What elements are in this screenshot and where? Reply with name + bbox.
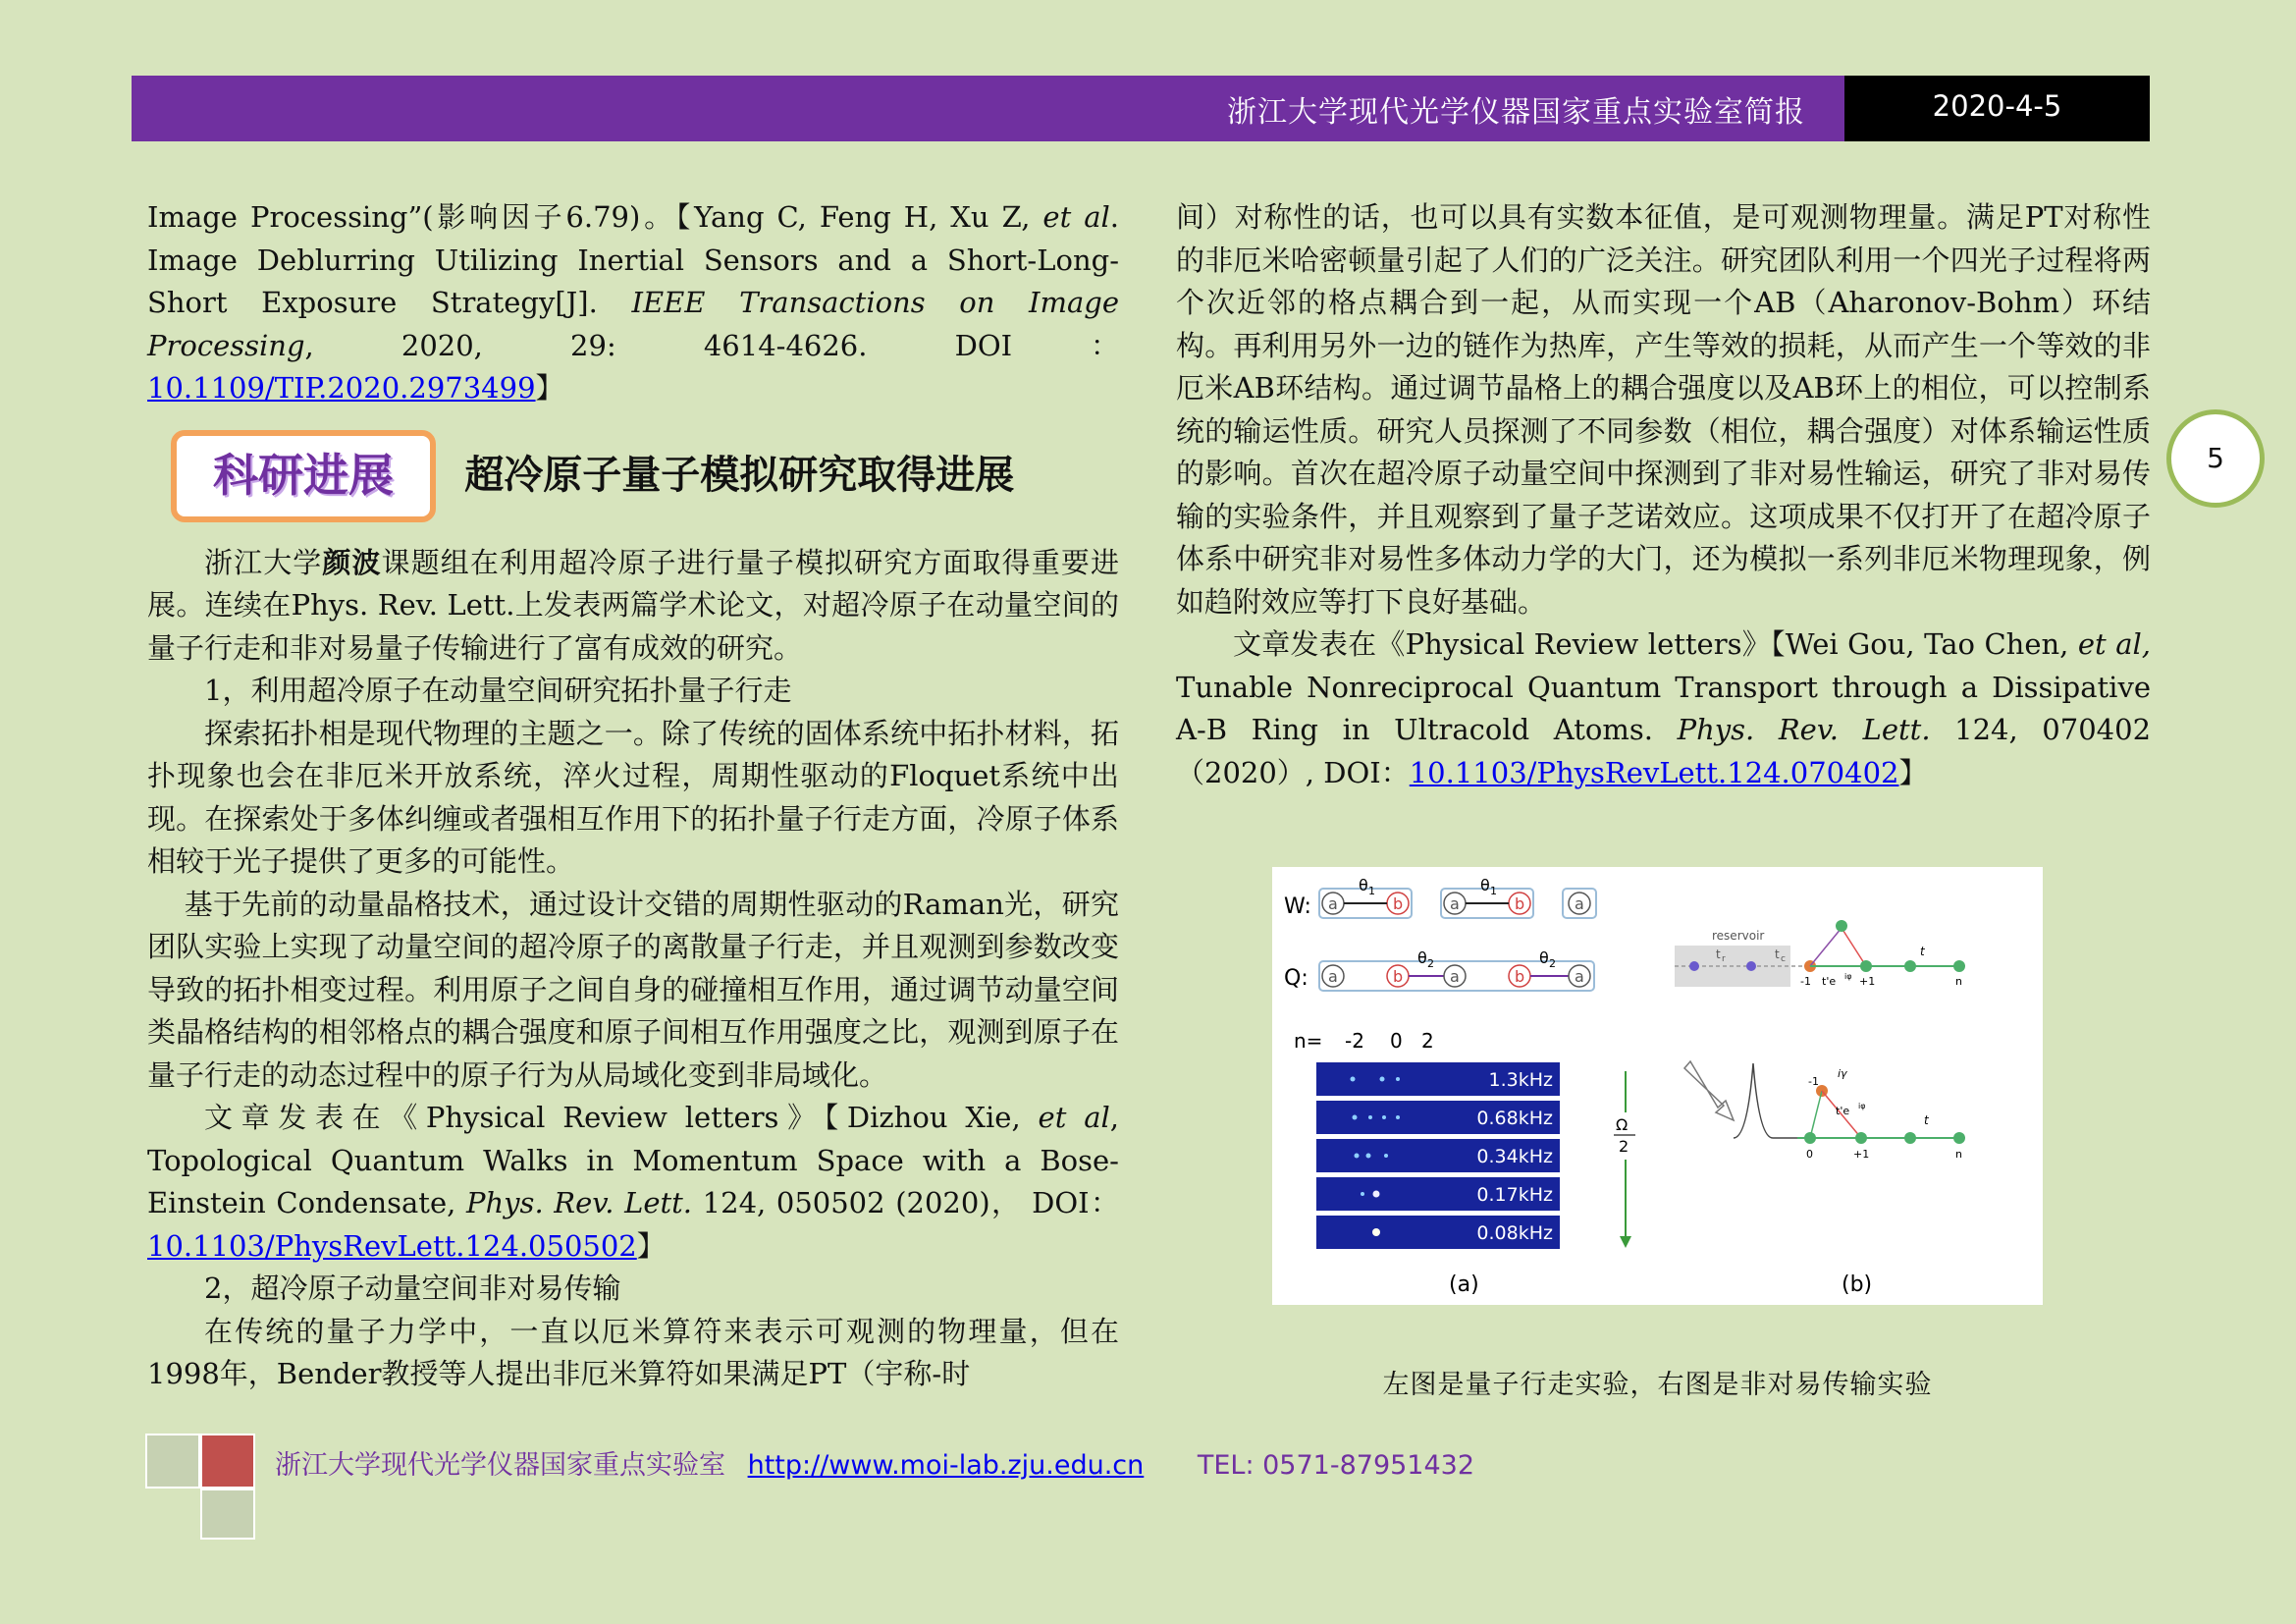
tr-sub: r xyxy=(1722,954,1726,964)
publication-text: 文章发表在《Physical Review letters》【Wei Gou, Tao Chen, xyxy=(1233,627,2078,661)
theta1-label: θ xyxy=(1480,876,1490,894)
tc-label: t xyxy=(1775,947,1780,961)
row-label-q: Q: xyxy=(1284,966,1308,991)
publication-paragraph-2 xyxy=(1176,623,2151,794)
citation-etal: et al xyxy=(1042,200,1110,234)
intro-text: 课题组在利用超冷原子进行量子模拟研究方面取得重要进展。连续在Phys. Rev. Lett.上发表两篇学术论文，对超冷原子在动量空间的量子行走和非对易量子传输进行了富有成效的研究。 xyxy=(147,545,1119,665)
site-b-label: b xyxy=(1515,894,1525,913)
publication-paragraph-1 xyxy=(147,1097,1119,1268)
issue-date: 2020-4-5 xyxy=(1932,89,2062,123)
theta2-sub: 2 xyxy=(1427,957,1434,970)
freq-label: 0.17kHz xyxy=(1476,1184,1553,1206)
paragraph-nonhermitian: 在传统的量子力学中，一直以厄米算符来表示可观测的物理量，但在1998年，Bender教授等人提出非厄米算符如果满足PT（宇称-时 xyxy=(147,1314,1119,1390)
site-label: -1 xyxy=(1800,975,1811,988)
freq-label: 0.68kHz xyxy=(1476,1108,1553,1129)
t-phase-label: t'e xyxy=(1836,1105,1850,1117)
freq-label: 1.3kHz xyxy=(1488,1069,1553,1091)
theta1-sub: 1 xyxy=(1368,885,1375,897)
header-bar xyxy=(132,76,1844,141)
logo-square xyxy=(200,1489,255,1540)
phase-exponent: iφ xyxy=(1858,1102,1866,1110)
logo-square xyxy=(145,1434,200,1489)
omega-denominator: 2 xyxy=(1619,1137,1629,1156)
header-date-box xyxy=(1844,76,2150,141)
publication-etal: et al xyxy=(1038,1101,1110,1134)
w-row xyxy=(1319,876,1596,918)
citation-bracket: 】 xyxy=(535,371,564,405)
n-tick: -2 xyxy=(1345,1029,1364,1053)
q-row xyxy=(1319,948,1594,991)
left-column xyxy=(147,196,1119,1396)
site-b-label: b xyxy=(1393,967,1404,986)
theta1-label: θ xyxy=(1359,876,1368,894)
citation-text: Image Processing”(影响因子6.79)。【Yang C, Feng H, Xu Z, xyxy=(147,200,1043,234)
freq-label: 0.08kHz xyxy=(1476,1222,1553,1244)
site-a-label: a xyxy=(1450,894,1460,913)
n-label: n= xyxy=(1294,1029,1323,1053)
site-a-label: a xyxy=(1328,894,1338,913)
site-a-label: a xyxy=(1575,967,1584,986)
theta2-label: θ xyxy=(1539,948,1549,967)
publication-etal: et al, xyxy=(2077,627,2151,661)
paragraph-experiment: 基于先前的动量晶格技术，通过设计交错的周期性驱动的Raman光，研究团队实验上实现了动量空间的超冷原子的离散量子行走，并且观测到参数改变导致的拓扑相变过程。利用原子之间自身的碰撞相互作用，通过调节动量空间类晶格结构的相邻格点的耦合强度和原子间相互作用强度之比，观测到原子在量子行走的动态过程中的原子行为从局域化变到非局域化。 xyxy=(147,887,1119,1092)
publication-text: , Topological Quantum Walks in Momentum Space with a Bose-Einstein Condensate, xyxy=(147,1101,1119,1219)
panel-a-label: (a) xyxy=(1449,1272,1479,1297)
citation-text: , 2020, 29: 4614-4626. DOI： xyxy=(304,328,1119,362)
section-badge: 科研进展 xyxy=(171,430,436,522)
doi-link[interactable]: 10.1109/TIP.2020.2973499 xyxy=(147,371,536,405)
n-tick: 0 xyxy=(1390,1029,1403,1053)
citation-journal: IEEE Transactions on Image Processing xyxy=(147,286,1120,362)
publication-journal: Phys. Rev. Lett. xyxy=(465,1186,693,1219)
footer-telephone: TEL: 0571-87951432 xyxy=(1197,1450,1475,1481)
ab-ring-top xyxy=(1675,920,1965,988)
publication-journal: Phys. Rev. Lett. xyxy=(1677,713,1931,746)
freq-label: 0.34kHz xyxy=(1476,1146,1553,1167)
site-label: -1 xyxy=(1808,1075,1819,1088)
footer-lab-name: 浙江大学现代光学仪器国家重点实验室 xyxy=(275,1450,725,1481)
doi-link[interactable]: 10.1103/PhysRevLett.124.050502 xyxy=(147,1228,637,1263)
row-label-w: W: xyxy=(1284,894,1311,919)
figure-svg xyxy=(1272,867,2043,1305)
publication-text: 124, 070402（2020）, DOI： xyxy=(1176,713,2152,789)
researcher-name: 颜波 xyxy=(322,545,382,579)
footer-website-link[interactable]: http://www.moi-lab.zju.edu.cn xyxy=(747,1450,1145,1481)
intro-text: 浙江大学 xyxy=(204,545,323,579)
omega-arrow xyxy=(1614,1071,1635,1248)
site-label: 0 xyxy=(1806,1148,1813,1161)
reservoir-label: reservoir xyxy=(1712,929,1765,943)
hopping-label: t xyxy=(1920,945,1925,958)
ab-ring-bottom xyxy=(1734,1063,1965,1161)
site-label: n xyxy=(1955,975,1962,988)
site-label: +1 xyxy=(1853,1148,1870,1161)
site-a-label: a xyxy=(1575,894,1584,913)
subheading-2: 2，超冷原子动量空间非对易传输 xyxy=(204,1272,621,1305)
tc-sub: c xyxy=(1781,954,1786,964)
phase-exponent: iφ xyxy=(1844,972,1852,981)
publication-bracket: 】 xyxy=(636,1228,666,1263)
publication-text: 文章发表在《Physical Review letters》【Dizhou Xie, xyxy=(204,1101,1039,1134)
page-number: 5 xyxy=(2166,409,2265,508)
theta2-label: θ xyxy=(1417,948,1427,967)
paragraph-ab-ring: 间）对称性的话，也可以具有实数本征值，是可观测物理量。满足PT对称性的非厄米哈密顿量引起了人们的广泛关注。研究团队利用一个四光子过程将两个次近邻的格点耦合到一起，从而实现一个AB（Aharonov-Bohm）环结构。再利用另外一边的链作为热库，产生等效的损耗，从而产生一个等效的非厄米AB环结构。通过调节晶格上的耦合强度以及AB环上的相位，可以控制系统的输运性质。研究人员探测了不同参数（相位，耦合强度）对体系输运性质的影响。首次在超冷原子动量空间中探测到了非对易性输运，研究了非对易传输的实验条件，并且观察到了量子芝诺效应。这项成果不仅打开了在超冷原子体系中研究非对易性多体动力学的大门，还为模拟一系列非厄米物理现象，例如趋附效应等打下良好基础。 xyxy=(1176,200,2151,619)
figure-caption: 左图是量子行走实验，右图是非对易传输实验 xyxy=(1382,1370,1933,1400)
article-title: 超冷原子量子模拟研究取得进展 xyxy=(464,452,1015,498)
loss-label: iγ xyxy=(1838,1067,1847,1080)
site-b-label: b xyxy=(1393,894,1404,913)
site-a-label: a xyxy=(1328,967,1338,986)
publication-bracket: 】 xyxy=(1898,755,1928,789)
paragraph-topology: 探索拓扑相是现代物理的主题之一。除了传统的固体系统中拓扑材料，拓扑现象也会在非厄米开放系统，淬火过程，周期性驱动的Floquet系统中出现。在探索处于多体纠缠或者强相互作用下的拓扑量子行走方面，冷原子体系相较于光子提供了更多的可能性。 xyxy=(147,716,1119,878)
site-label: n xyxy=(1955,1148,1962,1161)
doi-link[interactable]: 10.1103/PhysRevLett.124.070402 xyxy=(1409,755,1899,789)
tr-label: t xyxy=(1716,947,1721,961)
n-tick: 2 xyxy=(1421,1029,1434,1053)
publication-text: 124, 050502 (2020)， DOI： xyxy=(692,1186,1119,1219)
right-column xyxy=(1176,196,2151,794)
panel-b-label: (b) xyxy=(1842,1272,1873,1297)
site-label: +1 xyxy=(1859,975,1876,988)
tof-images xyxy=(1315,1061,1561,1250)
hopping-label: t xyxy=(1924,1113,1929,1127)
citation-text: . Image Deblurring Utilizing Inertial Sensors and a Short-Long-Short Exposure Strategy[J]. xyxy=(147,200,1120,319)
transport-arrow xyxy=(1684,1061,1734,1120)
intro-paragraph xyxy=(147,542,1119,671)
omega-label: Ω xyxy=(1616,1115,1629,1134)
newsletter-title: 浙江大学现代光学仪器国家重点实验室简报 xyxy=(1227,95,1805,130)
theta1-sub: 1 xyxy=(1490,885,1497,897)
footer xyxy=(275,1443,1474,1482)
site-a-label: a xyxy=(1450,967,1460,986)
section-heading xyxy=(171,430,1119,528)
t-phase-label: t'e xyxy=(1822,975,1837,988)
publication-text: Tunable Nonreciprocal Quantum Transport through a Dissipative A-B Ring in Ultracold Atoms. xyxy=(1176,670,2151,746)
theta2-sub: 2 xyxy=(1549,957,1556,970)
logo-square xyxy=(200,1434,255,1489)
site-b-label: b xyxy=(1515,967,1525,986)
experiment-figure xyxy=(1272,867,2043,1305)
subheading-1: 1，利用超冷原子在动量空间研究拓扑量子行走 xyxy=(204,674,792,707)
citation-paragraph xyxy=(147,196,1119,410)
